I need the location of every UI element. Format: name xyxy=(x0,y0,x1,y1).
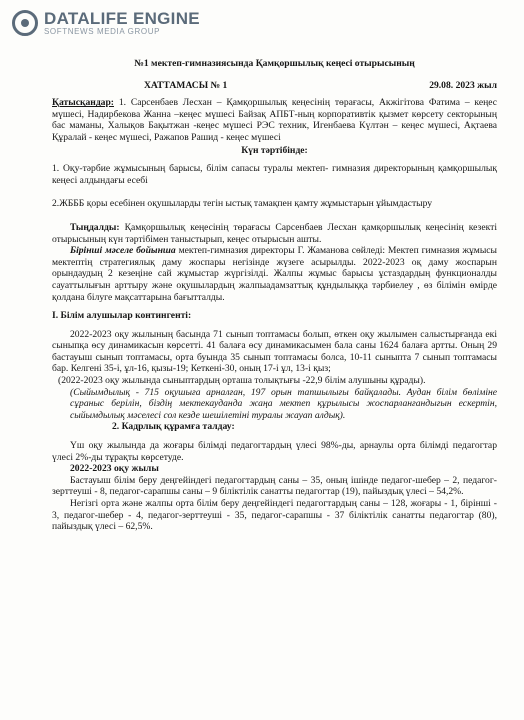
first-issue-label: Бірінші мәселе бойынша xyxy=(70,245,176,257)
participants-text: 1. Сарсенбаев Лесхан – Қамқоршылық кеңесінің төрағасы, Акжігітова Фатима – кеңес мүшесі, Надирбекова Жанна –кеңес мүшесі Байзақ АПБТ-ның корпоративтік қызмет көрсету секторының бас маманы, Халықов Бақытжан -кеңес мүшесі РЭС техник, Игенбаева Күлтән – кеңес мүшесі, Ақтаева Құралай - кеңес мүшесі, Ражапов Рашид - кеңес мүшесі xyxy=(52,97,497,143)
agenda-title: Күн тәртібінде: xyxy=(241,144,308,156)
protocol-line xyxy=(52,80,497,92)
listened-label: Тыңдалды: xyxy=(70,221,120,233)
agenda-item-1: 1. Оқу-тәрбие жұмысының барысы, білім сапасы туралы мектеп- гимназия директорының қамқоршылық кеңесі алдындағы есебі xyxy=(52,163,497,186)
first-issue-paragraph xyxy=(52,245,497,303)
year-paragraph-1: Бастауыш білім беру деңгейіндегі педагогтардың саны – 35, оның ішінде педагог-шебер – 2, педагог-зерттеуші - 8, педагог-сарапшы саны – 9 біліктілік санатты педагогтар (19), пайыздық үлесі – 54,2%. xyxy=(52,474,497,498)
agenda-item-2: 2.ЖБББ қоры есебінен оқушыларды тегін ыстық тамақпен қамту жұмыстарын ұйымдастыру xyxy=(52,198,433,210)
section1-paragraph-2: (2022-2023 оқу жылында сыныптардың орташа толықтығы -22,9 білім алушыны құрады). xyxy=(58,375,426,387)
watermark-text xyxy=(44,8,200,36)
section2-paragraph-1: Үш оқу жылында да жоғары білімді педагогтардың үлесі 98%-ды, арнаулы орта білімді педагогтар үлесі 2%-ды тұрақты көрсетуде. xyxy=(52,440,497,463)
watermark-logo-icon xyxy=(12,10,38,36)
watermark xyxy=(12,10,200,36)
section2-title: 2. Кадрлық құрамға талдау: xyxy=(112,421,235,433)
year-title: 2022-2023 оқу жылы xyxy=(70,463,159,475)
participants-paragraph xyxy=(52,97,497,143)
first-issue-text: мектеп-гимназия директоры Г. Жаманова сөйледі: Мектеп гимназия жұмысы мектептің стратегиялық даму жоспары негізінде жүзеге асырылды. 2022-2023 оқ даму жоспарын орындаудың 2 кезеңіне сай жұмыстар жүргізілді. Жалпы жұмыс барысы ұстаздардың функционалды сауаттылығын арттыру және оқушылардың жалпыадамзаттық құндылыққа тәрбиелеу , өз білімін өмірде қолдана білуге мақсаттарына бағытталды. xyxy=(52,245,497,303)
section1-note: (Сыйымдылық - 715 оқушыға арналған, 197 орын тапшылығы байқалады. Аудан білім бөліміне сұраныс берілін, біздің мектекауданда жаңа мектеп құрылысы жоспарланғандығын ескертін, сыйымдылық мәселесі сол кезде шешілетіні туралы жауап алдық). xyxy=(70,386,497,421)
document-heading: №1 мектеп-гимназиясында Қамқоршылық кеңесі отырысының xyxy=(134,58,415,69)
participants-label: Қатысқандар: xyxy=(52,97,114,109)
listened-paragraph xyxy=(52,222,497,245)
protocol-date: 29.08. 2023 жыл xyxy=(429,79,497,91)
section1-paragraph-1: 2022-2023 оқу жылының басында 71 сынып топтамасы болып, өткен оқу жылымен салыстырғанда екі сыныпқа өсу динамикасын көрсетті. 41 балаға өсу динамикасымен бала саны 1624 балаға артты. Оның 29 бастауыш сынып топтамасы, орта буында 35 сынып топтамасы болса, 10-11 сыныпта 7 сынып топтамасы бар. Келгені 35-і, ұл-16, қызы-19; Кеткені-30, оның 17-і ұл, 13-і қыз; xyxy=(52,328,497,375)
listened-text: Қамқоршылық кеңесінің төрағасы Сарсенбаев Лесхан қамқоршылық кеңесінің кезекті отырысының күн тәртібімен таныстырып, кеңес отырысын ашты. xyxy=(52,221,497,245)
year-paragraph-2: Негізгі орта және жалпы орта білім беру деңгейіндегі педагогтардың саны – 128, жоғары - 1, бірінші - 3, педагог-шебер - 4, педагог-зерттеуші - 35, педагог-сарапшы - 37 біліктілік санатты педагогтар (80), пайыздық үлесі – 62,5%. xyxy=(52,498,497,533)
protocol-title: ХАТТАМАСЫ № 1 xyxy=(144,79,228,91)
watermark-title: DATALIFE ENGINE xyxy=(44,8,200,28)
document-page xyxy=(52,56,497,533)
watermark-subtitle: SOFTNEWS MEDIA GROUP xyxy=(44,26,161,36)
section1-title: I. Білім алушылар контингенті: xyxy=(52,310,192,322)
